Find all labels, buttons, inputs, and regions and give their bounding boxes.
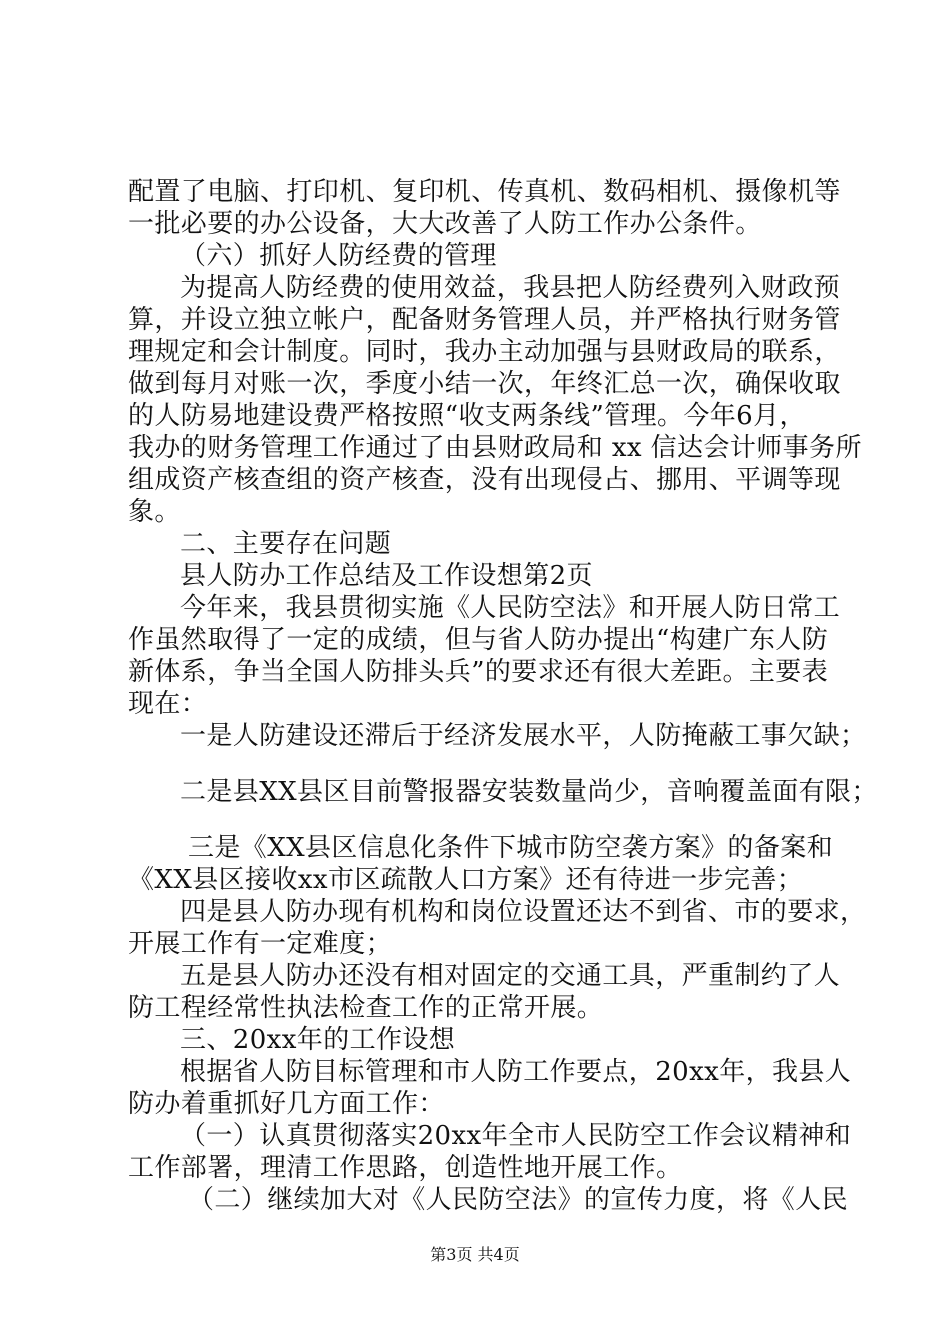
text-line: 作虽然取得了一定的成绩，但与省人防办提出“构建广东人防 bbox=[128, 625, 829, 655]
text-line: 县人防办工作总结及工作设想第2页 bbox=[180, 561, 593, 591]
text-line: 象。 bbox=[128, 497, 181, 527]
text-line: 现在： bbox=[128, 689, 208, 719]
text-line: 工作部署，理清工作思路，创造性地开展工作。 bbox=[128, 1153, 683, 1183]
text-line: 防工程经常性执法检查工作的正常开展。 bbox=[128, 993, 604, 1023]
text-line: 的人防易地建设费严格按照“收支两条线”管理。今年6月， bbox=[128, 401, 806, 431]
text-line: 一批必要的办公设备，大大改善了人防工作办公条件。 bbox=[128, 209, 762, 239]
text-line: 新体系，争当全国人防排头兵”的要求还有很大差距。主要表 bbox=[128, 657, 829, 687]
list-item: 五是县人防办还没有相对固定的交通工具，严重制约了人 bbox=[180, 961, 841, 991]
list-item: 一是人防建设还滞后于经济发展水平，人防掩蔽工事欠缺； bbox=[180, 721, 867, 751]
list-item: 二是县XX县区目前警报器安装数量尚少，音响覆盖面有限； bbox=[180, 777, 878, 807]
section-heading: 三、20xx年的工作设想 bbox=[180, 1025, 456, 1055]
section-heading: 二、主要存在问题 bbox=[180, 529, 392, 559]
text-line: 配置了电脑、打印机、复印机、传真机、数码相机、摄像机等 bbox=[128, 177, 841, 207]
text-line: 防办着重抓好几方面工作： bbox=[128, 1089, 445, 1119]
section-heading: （六）抓好人防经费的管理 bbox=[180, 241, 497, 271]
text-line: 根据省人防目标管理和市人防工作要点，20xx年，我县人 bbox=[180, 1057, 852, 1087]
text-line: 《XX县区接收xx市区疏散人口方案》还有待进一步完善； bbox=[128, 865, 804, 895]
text-line: 为提高人防经费的使用效益，我县把人防经费列入财政预 bbox=[180, 273, 841, 303]
text-line: 组成资产核查组的资产核查，没有出现侵占、挪用、平调等现 bbox=[128, 465, 841, 495]
text-line: 我办的财务管理工作通过了由县财政局和 xx 信达会计师事务所 bbox=[128, 433, 862, 463]
text-line: 今年来，我县贯彻实施《人民防空法》和开展人防日常工 bbox=[180, 593, 841, 623]
page-number-footer: 第3页 共4页 bbox=[430, 1245, 520, 1264]
list-item: （二）继续加大对《人民防空法》的宣传力度，将《人民 bbox=[188, 1185, 849, 1215]
list-item: 三是《XX县区信息化条件下城市防空袭方案》的备案和 bbox=[188, 833, 834, 863]
text-line: 算，并设立独立帐户，配备财务管理人员，并严格执行财务管 bbox=[128, 305, 841, 335]
text-line: 理规定和会计制度。同时，我办主动加强与县财政局的联系， bbox=[128, 337, 841, 367]
text-line: 做到每月对账一次，季度小结一次，年终汇总一次，确保收取 bbox=[128, 369, 841, 399]
text-line: 开展工作有一定难度； bbox=[128, 929, 393, 959]
list-item: （一）认真贯彻落实20xx年全市人民防空工作会议精神和 bbox=[180, 1121, 852, 1151]
list-item: 四是县人防办现有机构和岗位设置还达不到省、市的要求， bbox=[180, 897, 867, 927]
